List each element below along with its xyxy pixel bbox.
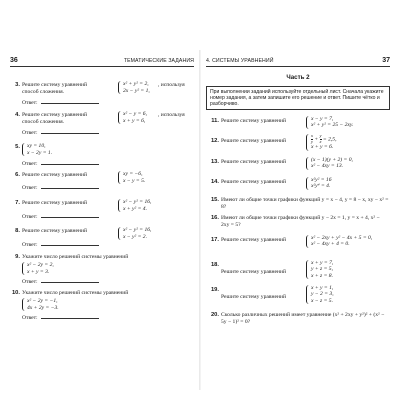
problem-13 [206, 157, 390, 170]
problem-number: 19. [210, 287, 219, 293]
equation-system: x + y = 7, y + z = 5, x + z = 8. [306, 260, 333, 279]
equation-system: x² − y² = 16, x − y² = 2. [118, 227, 151, 240]
problem-18 [206, 260, 390, 279]
problem-number: 9. [15, 254, 20, 260]
problem-number: 15. [210, 197, 219, 203]
problem-number: 20. [210, 312, 219, 318]
problem-12 [206, 133, 390, 151]
part-title: Часть 2 [286, 74, 310, 81]
problem-text: Имеют ли общие точки графики функций y = x − 4, y = 8 − x, xy − x² = 8? [221, 197, 389, 210]
problem-number: 10. [11, 290, 20, 296]
answer-field[interactable]: Ответ: [22, 129, 99, 137]
problem-stem: Решите систему уравнений [221, 179, 286, 185]
problem-10 [10, 290, 194, 321]
problem-20 [206, 312, 390, 325]
problem-19 [206, 285, 390, 304]
equation-system: x² − 2y = 2, x + y = 3. [22, 262, 54, 275]
problem-stem: Решите систему уравнений [221, 237, 286, 243]
problem-number: 13. [210, 159, 219, 165]
problem-16 [206, 215, 390, 228]
problem-17 [206, 235, 390, 248]
equation-system: xy = 10, x − 2y = 1. [22, 143, 52, 156]
answer-field[interactable]: Ответ: [22, 241, 99, 249]
fraction: $\frac{y}{x}$ [319, 133, 322, 144]
equation-system: xy = −6, x − y = 5. [118, 171, 145, 184]
problem-4: 4. Решите систему уравнений x² − y = 6, x + y = 6, , используя способ сложения. Ответ: [10, 112, 194, 119]
problem-number: 12. [210, 138, 219, 144]
running-title: ТЕМАТИЧЕСКИЕ ЗАДАНИЯ [123, 58, 194, 64]
page-number: 37 [382, 57, 390, 64]
problem-5 [10, 143, 194, 167]
running-head-right [206, 56, 390, 67]
fraction: $\frac{x}{y}$ [311, 133, 313, 144]
equation-system: x² − y = 6, x + y = 6, [118, 111, 147, 124]
equation-system: $\frac{x}{y}$ + $\frac{y}{x}$ = 2,5, x + y = 6. [306, 134, 336, 151]
problem-9 [10, 254, 194, 285]
problem-3: 3. Решите систему уравнений x² + y² = 2, 2x − y² = 1, , используя способ сложения. Ответ: [10, 82, 194, 89]
equation-system: x − y = 7, x² + y² = 25 − 2xy. [306, 116, 353, 129]
problem-text: Укажите число решений системы уравнений [22, 254, 129, 260]
right-page [206, 56, 390, 386]
left-page [10, 56, 194, 386]
running-title: 4. СИСТЕМЫ УРАВНЕНИЙ [206, 58, 274, 64]
answer-field[interactable]: Ответ: [22, 314, 99, 322]
problem-number: 8. [15, 228, 20, 234]
page-gutter [199, 50, 201, 390]
equation-system: x + y = 1, y − 2 = 3, x − z = 5. [306, 285, 334, 304]
problem-number: 7. [15, 200, 20, 206]
problem-text: Сколько различных решений имеет уравнение (x² + 2xy + y²)² + (x² − 5y − 1)² = 0? [221, 312, 385, 325]
answer-field[interactable]: Ответ: [22, 99, 99, 107]
answer-field[interactable]: Ответ: [22, 184, 99, 192]
problem-text: Имеют ли общие точки графики функций y − 2x = 1, y = x + 4, x² − 2xy = 5? [221, 215, 380, 228]
problem-stem: Решите систему уравнений [221, 294, 286, 300]
equation-system: x² + y² = 2, 2x − y² = 1, [118, 81, 150, 94]
problem-number: 14. [210, 179, 219, 185]
problem-stem: Решите систему уравнений [221, 138, 286, 144]
page-number: 36 [10, 57, 18, 64]
problem-stem: Решите систему уравнений [22, 82, 87, 88]
problem-number: 16. [210, 215, 219, 221]
problem-number: 4. [15, 112, 20, 118]
problem-6 [10, 171, 194, 191]
problem-number: 17. [210, 237, 219, 243]
problem-stem: Решите систему уравнений [22, 200, 87, 206]
running-head-left [10, 56, 194, 67]
problem-stem: Решите систему уравнений [22, 112, 87, 118]
answer-field[interactable]: Ответ: [22, 278, 99, 286]
problem-stem: Решите систему уравнений [221, 269, 286, 275]
problem-15 [206, 197, 390, 210]
equation-system: (x − 1)(y + 2) = 0, x² − 4xy = 13. [306, 157, 353, 170]
equation-system: x² − 2xy + y² − 4x + 5 = 0, x² − 4xy + 4 = 0. [306, 235, 372, 248]
problem-7 [10, 199, 194, 220]
problem-stem: Решите систему уравнений [22, 172, 87, 178]
problem-stem: Решите систему уравнений [221, 118, 286, 124]
equation-system: x²y² = 16 x²y⁴ = 4. [306, 177, 332, 190]
problem-11 [206, 116, 390, 129]
answer-field[interactable]: Ответ: [22, 160, 99, 168]
problem-stem: Решите систему уравнений [221, 159, 286, 165]
problem-number: 11. [211, 118, 219, 124]
problem-number: 6. [15, 172, 20, 178]
problem-number: 3. [15, 82, 20, 88]
problem-14 [206, 177, 390, 190]
problem-8 [10, 227, 194, 248]
problem-stem: Решите систему уравнений [22, 228, 87, 234]
equation-system: x² − y² = 16, x + y² = 4. [118, 199, 151, 212]
instructions-box: При выполнении заданий используйте отдельный лист. Сначала укажите номер задания, а затем запишите его решение и ответ. Пишите чётко и разборчиво. [206, 86, 390, 110]
problem-text: Укажите число решений системы уравнений [22, 290, 129, 296]
equation-system: x² − 2y = −1, 4x + 2y = −3. [22, 298, 59, 311]
answer-field[interactable]: Ответ: [22, 213, 99, 221]
problem-number: 18. [210, 262, 219, 268]
problem-number: 5. [15, 144, 20, 150]
